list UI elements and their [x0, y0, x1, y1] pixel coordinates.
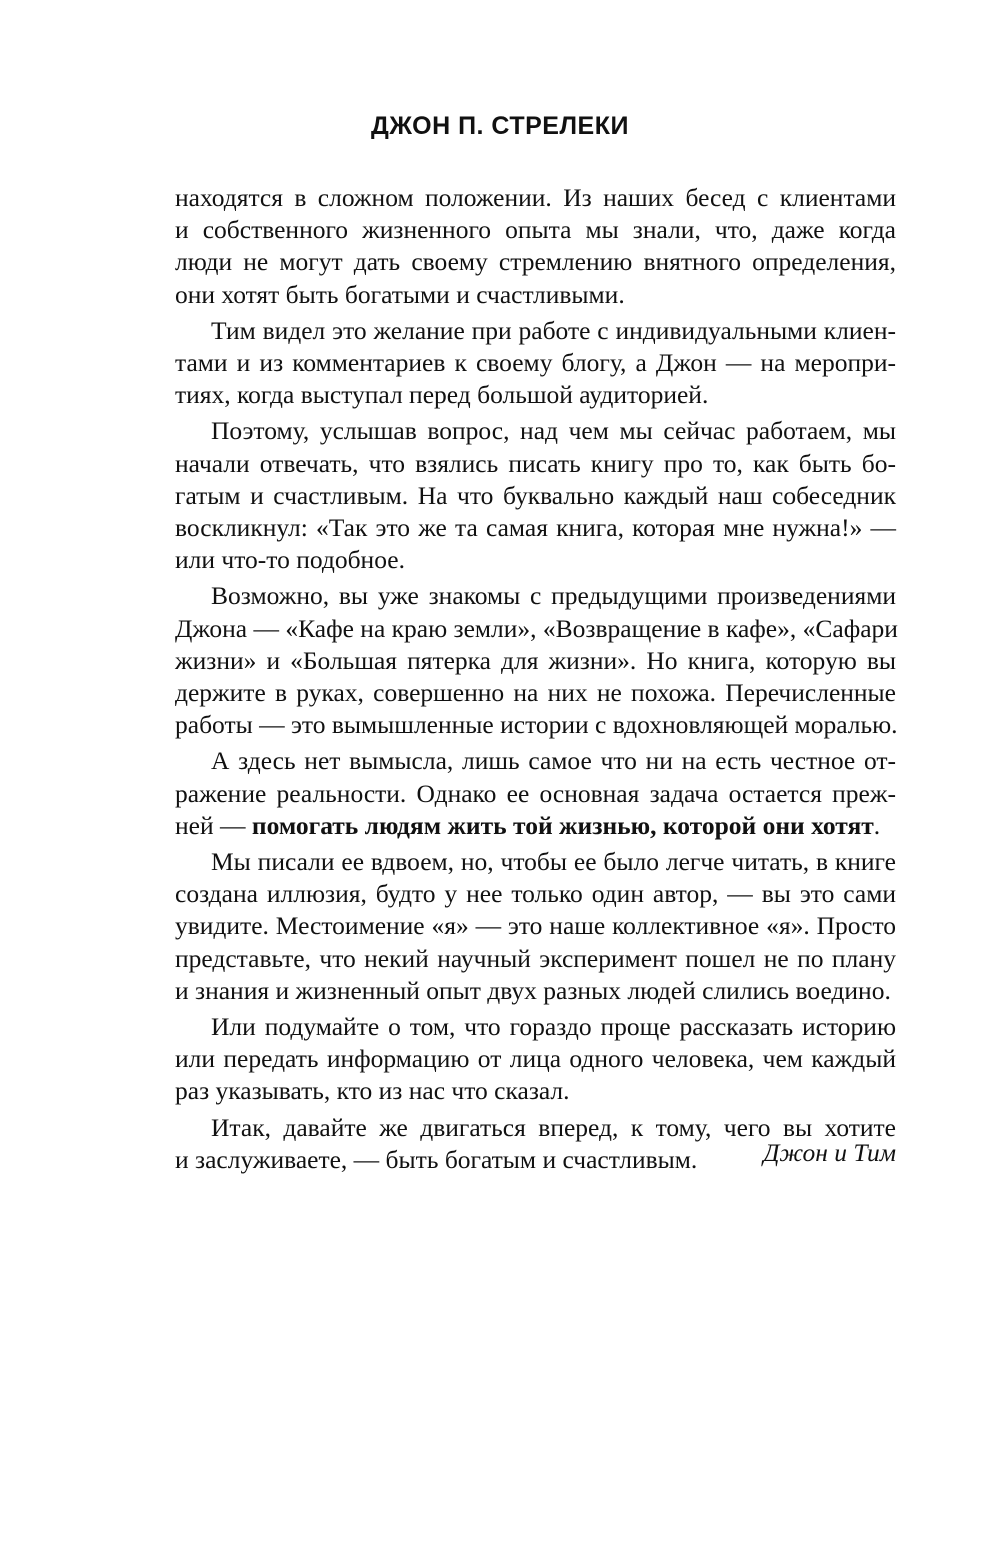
bold-emphasis: помогать людям жить той жизнью, которой они хотят — [251, 810, 874, 840]
running-head: ДЖОН П. СТРЕЛЕКИ — [371, 112, 629, 140]
text-line: ражение реальности. Однако ее основная задача остается преж- — [175, 778, 896, 808]
text-line: Джона — «Кафе на краю земли», «Возвращение в кафе», «Сафари — [175, 613, 898, 643]
text-line-mixed — [175, 810, 896, 842]
text-line: Возможно, вы уже знакомы с предыдущими произведениями — [211, 581, 896, 611]
text-line: тиях, когда выступал перед большой аудиторией. — [175, 380, 709, 410]
text-line: или передать информацию от лица одного человека, чем каждый — [175, 1044, 896, 1074]
text-line: люди не могут дать своему стремлению внятного определения, — [175, 247, 896, 277]
text-line: они хотят быть богатыми и счастливыми. — [175, 279, 625, 309]
text-line: начали отвечать, что взялись писать книгу про то, как быть бо- — [175, 448, 896, 478]
text-line: тами и из комментариев к своему блогу, а Джон — на меропри- — [175, 348, 896, 378]
text-line: держите в руках, совершенно на них не похожа. Перечисленные — [175, 678, 896, 708]
text-line: создана иллюзия, будто у нее только один автор, — вы это сами — [175, 879, 896, 909]
text-line: А здесь нет вымысла, лишь самое что ни на есть честное от- — [211, 746, 896, 776]
paragraph — [175, 846, 896, 1007]
text-line: находятся в сложном положении. Из наших бесед с клиентами — [175, 183, 896, 212]
signature: Джон и Тим — [763, 1138, 896, 1167]
text-plain: ней — — [175, 810, 252, 840]
text-line: и собственного жизненного опыта мы знали, что, даже когда — [175, 215, 896, 245]
paragraph — [175, 315, 896, 412]
text-line: представьте, что некий научный эксперимент пошел не по плану — [175, 943, 896, 973]
paragraph — [175, 745, 896, 842]
text-line: или что-то подобное. — [175, 545, 405, 575]
text-line: жизни» и «Большая пятерка для жизни». Но книга, которую вы — [175, 645, 896, 675]
text-line: Мы писали ее вдвоем, но, чтобы ее было легче читать, в книге — [211, 847, 896, 877]
paragraph — [175, 1011, 896, 1108]
text-line: Тим видел это желание при работе с индивидуальными клиен- — [211, 315, 896, 345]
text-line: и знания и жизненный опыт двух разных людей слились воедино. — [175, 975, 891, 1005]
text-line: гатым и счастливым. На что буквально каждый наш собеседник — [175, 480, 896, 510]
text-line: раз указывать, кто из нас что сказал. — [175, 1076, 570, 1106]
text-tail: . — [873, 810, 881, 840]
text-line: увидите. Местоимение «я» — это наше коллективное «я». Просто — [175, 911, 896, 941]
text-line: работы — это вымышленные истории с вдохновляющей моралью. — [175, 710, 898, 740]
text-line: Или подумайте о том, что гораздо проще рассказать историю — [211, 1012, 896, 1042]
text-line: Поэтому, услышав вопрос, над чем мы сейчас работаем, мы — [211, 416, 896, 446]
paragraph — [175, 580, 896, 741]
paragraph — [175, 182, 896, 311]
text-line: воскликнул: «Так это же та самая книга, которая мне нужна!» — — [175, 513, 896, 543]
text-line: и заслуживаете, — быть богатым и счастливым. — [175, 1144, 698, 1174]
text-line: Итак, давайте же двигаться вперед, к тому, чего вы хотите — [211, 1112, 896, 1142]
body-text — [175, 182, 896, 1176]
paragraph — [175, 415, 896, 576]
